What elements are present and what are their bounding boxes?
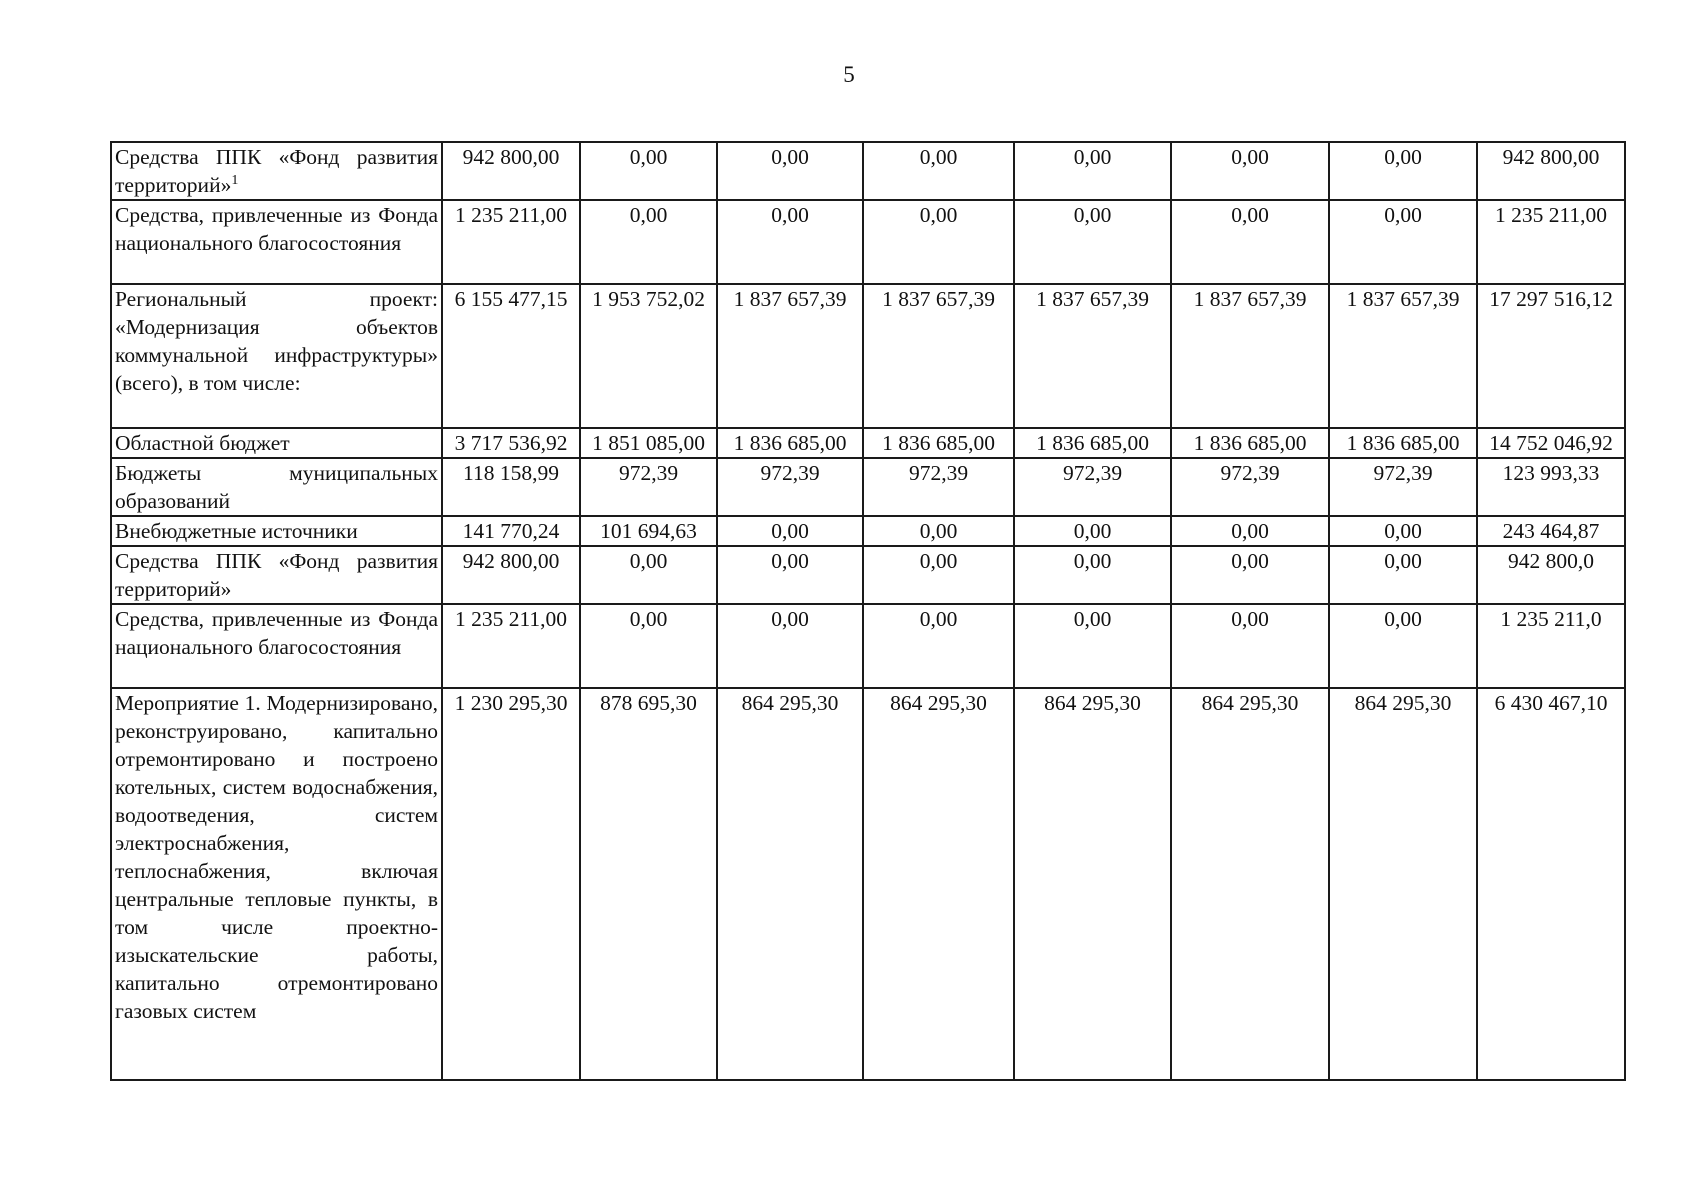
value-cell: 118 158,99: [442, 458, 580, 516]
value-cell: 14 752 046,92: [1477, 428, 1625, 458]
row-label-cell: [111, 200, 442, 284]
table-row: [111, 142, 1625, 200]
table-row: [111, 428, 1625, 458]
value-cell: 1 836 685,00: [717, 428, 863, 458]
value-cell: 0,00: [863, 604, 1014, 688]
row-label-cell: [111, 458, 442, 516]
value-cell: 878 695,30: [580, 688, 717, 1080]
value-cell: 1 836 685,00: [1329, 428, 1477, 458]
value-cell: 972,39: [863, 458, 1014, 516]
value-cell: 0,00: [863, 142, 1014, 200]
row-label: Средства, привлеченные из Фонда национального благосостояния: [115, 607, 438, 659]
value-cell: 0,00: [1014, 546, 1171, 604]
value-cell: 1 235 211,0: [1477, 604, 1625, 688]
table-row: [111, 458, 1625, 516]
page-number: 5: [843, 62, 855, 87]
value-cell: 942 800,00: [1477, 142, 1625, 200]
row-label: Средства ППК «Фонд развития территорий»: [115, 145, 438, 197]
value-cell: 1 235 211,00: [442, 604, 580, 688]
table-body: [111, 142, 1625, 1080]
row-label: Внебюджетные источники: [115, 519, 358, 543]
value-cell: 942 800,00: [442, 546, 580, 604]
value-cell: 864 295,30: [717, 688, 863, 1080]
row-label-cell: [111, 546, 442, 604]
value-cell: 0,00: [1329, 604, 1477, 688]
budget-table: [110, 141, 1626, 1081]
table-row: [111, 516, 1625, 546]
value-cell: 243 464,87: [1477, 516, 1625, 546]
value-cell: 0,00: [863, 516, 1014, 546]
value-cell: 0,00: [1171, 142, 1329, 200]
value-cell: 0,00: [717, 604, 863, 688]
value-cell: 1 230 295,30: [442, 688, 580, 1080]
value-cell: 6 155 477,15: [442, 284, 580, 428]
value-cell: 972,39: [1014, 458, 1171, 516]
value-cell: 1 837 657,39: [1171, 284, 1329, 428]
value-cell: 6 430 467,10: [1477, 688, 1625, 1080]
row-label-cell: [111, 428, 442, 458]
value-cell: 0,00: [863, 200, 1014, 284]
value-cell: 0,00: [1329, 200, 1477, 284]
table-row: [111, 546, 1625, 604]
value-cell: 864 295,30: [1014, 688, 1171, 1080]
value-cell: 864 295,30: [1171, 688, 1329, 1080]
value-cell: 17 297 516,12: [1477, 284, 1625, 428]
row-label: Областной бюджет: [115, 431, 290, 455]
row-label-cell: [111, 604, 442, 688]
value-cell: 972,39: [717, 458, 863, 516]
value-cell: 1 837 657,39: [1014, 284, 1171, 428]
value-cell: 1 953 752,02: [580, 284, 717, 428]
value-cell: 101 694,63: [580, 516, 717, 546]
value-cell: 0,00: [1329, 516, 1477, 546]
value-cell: 942 800,0: [1477, 546, 1625, 604]
value-cell: 0,00: [1014, 142, 1171, 200]
value-cell: 3 717 536,92: [442, 428, 580, 458]
table-row: [111, 604, 1625, 688]
value-cell: 0,00: [580, 604, 717, 688]
value-cell: 0,00: [1171, 200, 1329, 284]
value-cell: 972,39: [1329, 458, 1477, 516]
row-label: Бюджеты муниципальных образований: [115, 461, 438, 513]
value-cell: 972,39: [580, 458, 717, 516]
row-label: Средства, привлеченные из Фонда национального благосостояния: [115, 203, 438, 255]
row-label: Мероприятие 1. Модернизировано, реконструировано, капитально отремонтировано и построено котельных, систем водоснабжения, водоотведения, систем электроснабжения, теплоснабжения, включая центральные тепловые пункты, в том числе проектно-изыскательские работы, капитально отремонтировано газовых систем: [115, 691, 438, 1023]
value-cell: 1 837 657,39: [1329, 284, 1477, 428]
value-cell: 0,00: [1329, 142, 1477, 200]
value-cell: 1 235 211,00: [1477, 200, 1625, 284]
value-cell: 1 836 685,00: [1014, 428, 1171, 458]
row-label: Средства ППК «Фонд развития территорий»: [115, 549, 438, 601]
value-cell: 1 836 685,00: [1171, 428, 1329, 458]
value-cell: 0,00: [717, 546, 863, 604]
table-row: [111, 284, 1625, 428]
value-cell: 1 837 657,39: [863, 284, 1014, 428]
row-label-cell: [111, 284, 442, 428]
value-cell: 0,00: [863, 546, 1014, 604]
row-label-cell: [111, 516, 442, 546]
value-cell: 0,00: [1171, 546, 1329, 604]
table-row: [111, 688, 1625, 1080]
value-cell: 0,00: [717, 516, 863, 546]
value-cell: 972,39: [1171, 458, 1329, 516]
value-cell: 0,00: [580, 546, 717, 604]
value-cell: 0,00: [1171, 516, 1329, 546]
value-cell: 1 851 085,00: [580, 428, 717, 458]
value-cell: 1 837 657,39: [717, 284, 863, 428]
table-row: [111, 200, 1625, 284]
footnote-marker: 1: [231, 173, 239, 188]
value-cell: 0,00: [1014, 516, 1171, 546]
value-cell: 0,00: [580, 142, 717, 200]
value-cell: 141 770,24: [442, 516, 580, 546]
value-cell: 0,00: [1171, 604, 1329, 688]
value-cell: 0,00: [1014, 604, 1171, 688]
value-cell: 123 993,33: [1477, 458, 1625, 516]
value-cell: 0,00: [580, 200, 717, 284]
value-cell: 0,00: [717, 200, 863, 284]
value-cell: 0,00: [717, 142, 863, 200]
row-label: Региональный проект: «Модернизация объектов коммунальной инфраструктуры» (всего), в том числе:: [115, 287, 438, 395]
value-cell: 1 235 211,00: [442, 200, 580, 284]
value-cell: 0,00: [1329, 546, 1477, 604]
value-cell: 1 836 685,00: [863, 428, 1014, 458]
value-cell: 942 800,00: [442, 142, 580, 200]
value-cell: 0,00: [1014, 200, 1171, 284]
value-cell: 864 295,30: [1329, 688, 1477, 1080]
row-label-cell: [111, 142, 442, 200]
row-label-cell: [111, 688, 442, 1080]
value-cell: 864 295,30: [863, 688, 1014, 1080]
